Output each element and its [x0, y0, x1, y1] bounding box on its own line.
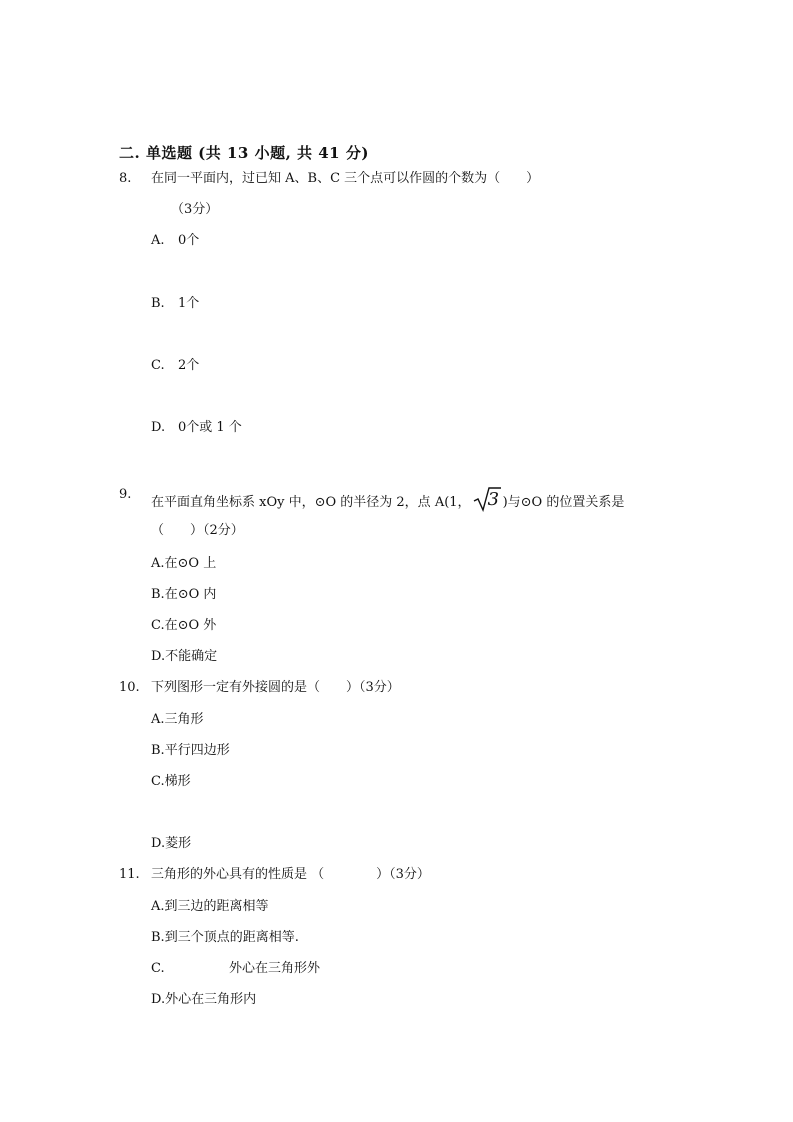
option-letter: C.: [151, 618, 165, 633]
option-c[interactable]: [151, 617, 216, 635]
option-d[interactable]: [151, 835, 191, 853]
question-stem: 在同一平面内，过已知 A、B、C 三个点可以作圆的个数为（ ）: [151, 171, 540, 186]
option-c[interactable]: [151, 773, 191, 791]
option-text: 梯形: [164, 774, 191, 789]
option-text: 不能确定: [165, 649, 218, 664]
option-text: 1个: [178, 296, 200, 311]
option-letter: D.: [151, 649, 166, 664]
option-text: 到三边的距离相等: [164, 899, 269, 914]
option-letter: A.: [151, 233, 165, 248]
option-letter: A.: [151, 712, 165, 727]
option-text: 在⊙O 上: [164, 556, 217, 571]
option-d[interactable]: [151, 419, 242, 437]
option-letter: B.: [151, 587, 165, 602]
option-text: 在⊙O 外: [164, 618, 217, 633]
option-letter: C.: [151, 774, 165, 789]
option-letter: C.: [151, 961, 165, 976]
option-c[interactable]: [151, 357, 199, 375]
option-c[interactable]: [151, 960, 320, 978]
question-number: 8.: [119, 171, 132, 186]
option-a[interactable]: [151, 898, 269, 916]
stem-text: )与⊙O 的位置关系是: [502, 495, 625, 510]
option-letter: D.: [151, 836, 166, 851]
option-letter: D.: [151, 420, 166, 435]
option-a[interactable]: [151, 232, 199, 250]
option-b[interactable]: [151, 742, 230, 760]
option-text: 菱形: [165, 836, 192, 851]
option-text: 三角形: [164, 712, 204, 727]
option-text: 在⊙O 内: [164, 587, 217, 602]
question-score: （3分）: [171, 202, 219, 217]
question-stem: 三角形的外心具有的性质是 （ ）（3分）: [151, 867, 430, 882]
stem-text: 在平面直角坐标系 xOy 中，⊙O 的半径为 2，点 A(1，: [151, 495, 471, 510]
option-letter: B.: [151, 743, 165, 758]
question-number: 9.: [119, 487, 132, 502]
option-b[interactable]: [151, 929, 299, 947]
option-letter: B.: [151, 296, 165, 311]
option-letter: D.: [151, 992, 166, 1007]
option-d[interactable]: [151, 648, 217, 666]
question-score: （ ）（2分）: [151, 523, 244, 538]
option-letter: C.: [151, 358, 165, 373]
option-text: 外心在三角形内: [165, 992, 257, 1007]
option-letter: A.: [151, 556, 165, 571]
option-a[interactable]: [151, 711, 204, 729]
option-text: 到三个顶点的距离相等.: [164, 930, 299, 945]
question-number: 10.: [119, 680, 140, 695]
question-stem: [151, 486, 624, 512]
radicand: 3: [487, 489, 500, 510]
option-b[interactable]: [151, 586, 216, 604]
option-letter: A.: [151, 899, 165, 914]
question-stem: 下列图形一定有外接圆的是（ ）（3分）: [151, 680, 400, 695]
question-number: 11.: [119, 867, 140, 882]
option-text: 0个或 1 个: [178, 420, 242, 435]
option-b[interactable]: [151, 295, 199, 313]
sqrt-expression: [473, 486, 501, 512]
option-text: 外心在三角形外: [229, 961, 321, 976]
option-letter: B.: [151, 930, 165, 945]
option-text: 平行四边形: [164, 743, 230, 758]
option-text: 0个: [178, 233, 200, 248]
option-a[interactable]: [151, 555, 216, 573]
option-text: 2个: [178, 358, 200, 373]
option-d[interactable]: [151, 991, 256, 1009]
section-title: 二. 单选题 (共 13 小题, 共 41 分): [119, 144, 369, 162]
